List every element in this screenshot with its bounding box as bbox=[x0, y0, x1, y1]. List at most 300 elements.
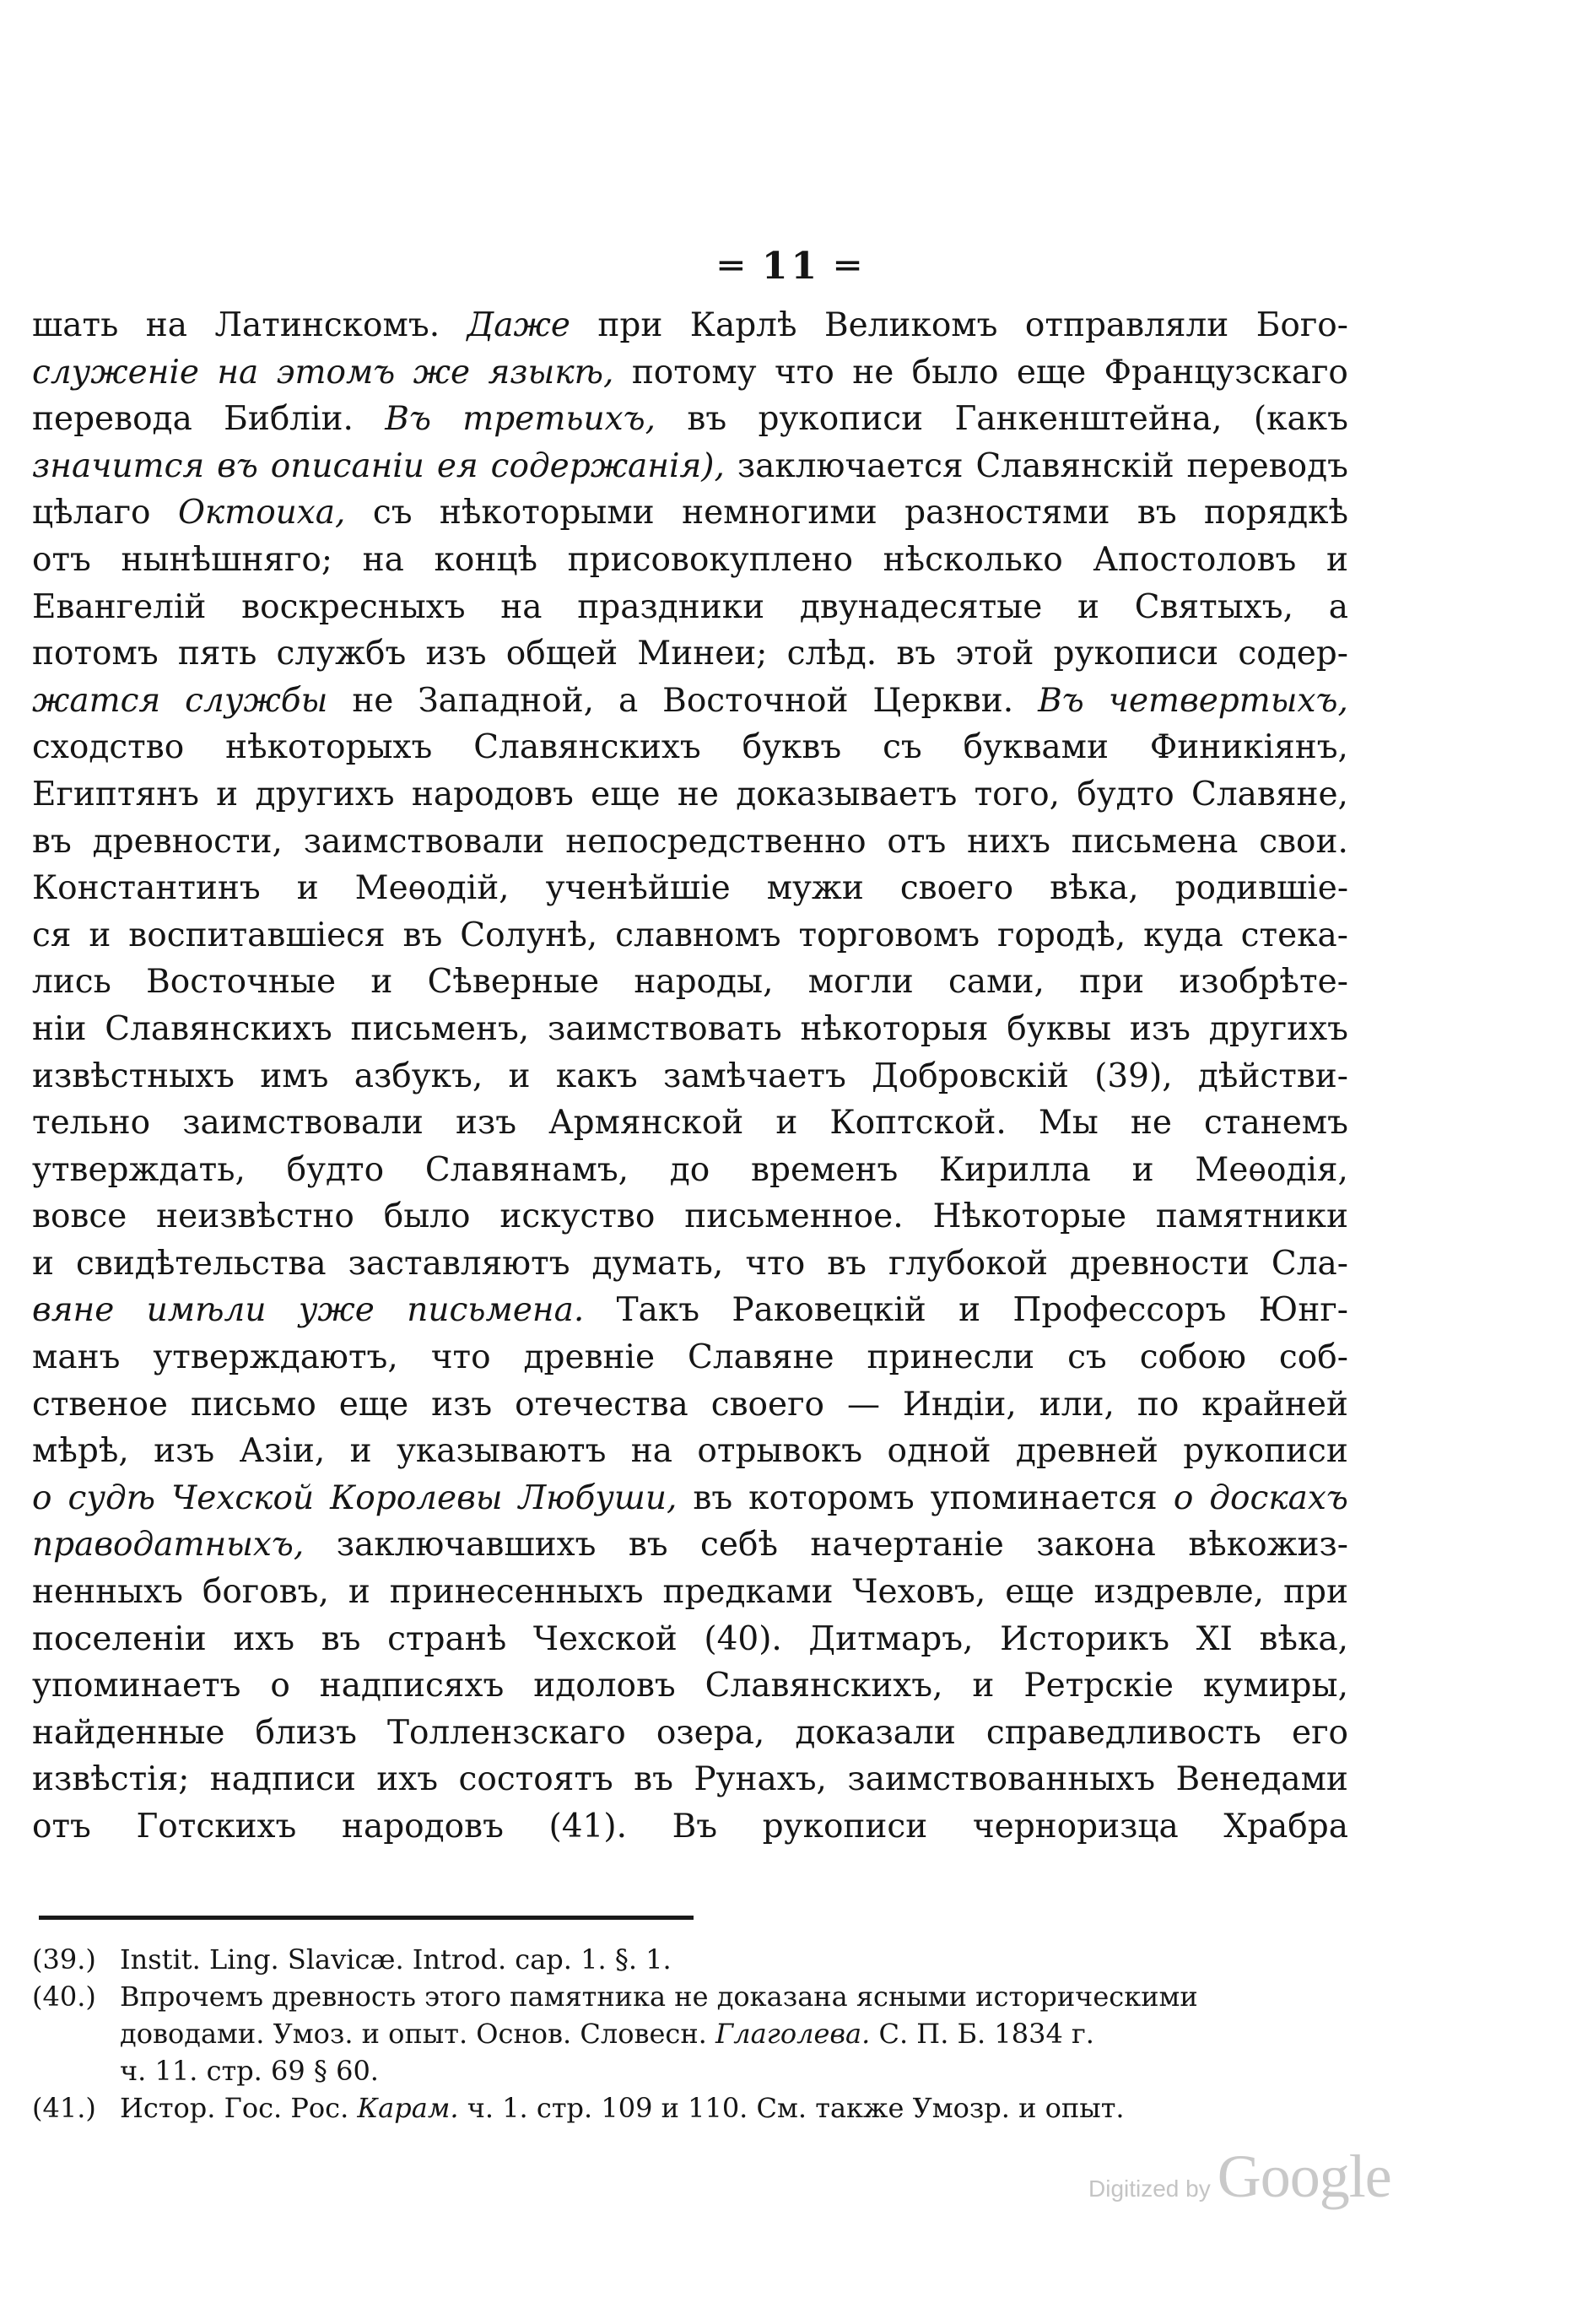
word: слѣд. bbox=[786, 635, 877, 673]
word: и bbox=[216, 775, 239, 813]
word: городѣ, bbox=[996, 916, 1126, 954]
word: или, bbox=[1039, 1385, 1115, 1424]
word: Рунахъ, bbox=[694, 1760, 827, 1799]
word: крайней bbox=[1201, 1385, 1348, 1424]
footnote-divider bbox=[39, 1916, 694, 1920]
footnote-line bbox=[32, 2015, 1365, 2052]
word: вѣка, bbox=[1050, 869, 1139, 908]
word: Такъ bbox=[616, 1291, 700, 1330]
word: Западной, bbox=[418, 681, 595, 720]
word: свидѣтельства bbox=[76, 1244, 327, 1283]
main-text bbox=[32, 302, 1348, 1851]
word: и bbox=[972, 1667, 995, 1705]
word: отъ bbox=[32, 540, 91, 579]
word: потомъ bbox=[32, 635, 159, 673]
word: начертаніе bbox=[810, 1526, 1004, 1565]
word: Латинскомъ. bbox=[214, 306, 440, 344]
word: которомъ bbox=[748, 1478, 915, 1517]
word: что bbox=[430, 1338, 491, 1377]
word: думать, bbox=[591, 1244, 724, 1283]
word: что bbox=[745, 1244, 806, 1283]
word: Раковецкій bbox=[732, 1291, 926, 1330]
word: ихъ bbox=[233, 1619, 295, 1658]
word: заключавшихъ bbox=[336, 1526, 597, 1565]
word: мужи bbox=[766, 869, 864, 908]
word: ненныхъ bbox=[32, 1573, 183, 1612]
text-line bbox=[32, 1475, 1348, 1522]
word: о bbox=[270, 1667, 290, 1705]
word: не bbox=[352, 681, 394, 720]
word: было bbox=[911, 353, 999, 392]
word: себѣ bbox=[700, 1526, 778, 1565]
word: Славяне bbox=[688, 1338, 834, 1377]
word: (39), bbox=[1094, 1057, 1173, 1095]
word: Октоиха, bbox=[177, 494, 346, 532]
word: Карлѣ bbox=[689, 306, 797, 344]
word: неизвѣстно bbox=[156, 1197, 354, 1236]
word: буквы bbox=[1007, 1009, 1112, 1048]
text-line bbox=[32, 302, 1348, 349]
word: отрывокъ bbox=[697, 1432, 863, 1471]
word: Египтянъ bbox=[32, 775, 199, 813]
word: Нѣкоторые bbox=[932, 1197, 1127, 1236]
word: въ bbox=[687, 400, 727, 439]
text-line bbox=[32, 1147, 1348, 1194]
word: Славянскихъ bbox=[473, 728, 701, 767]
footnote-segment: С. П. Б. 1834 г. bbox=[870, 2018, 1094, 2050]
word: при bbox=[1079, 963, 1145, 1002]
word: Въ bbox=[672, 1808, 718, 1846]
word: нѣкоторыхъ bbox=[225, 728, 433, 767]
word: до bbox=[669, 1150, 710, 1189]
word: Восточные bbox=[146, 963, 337, 1002]
word: своего bbox=[899, 869, 1014, 908]
text-line bbox=[32, 1710, 1348, 1757]
text-line bbox=[32, 819, 1348, 866]
word: славномъ bbox=[615, 916, 781, 954]
word: Константинъ bbox=[32, 869, 261, 908]
word: соб- bbox=[1278, 1338, 1348, 1377]
word: принесенныхъ bbox=[389, 1573, 644, 1612]
word: служеніе bbox=[32, 353, 199, 392]
text-line bbox=[32, 959, 1348, 1006]
word: Великомъ bbox=[823, 306, 998, 344]
word: въ bbox=[634, 1760, 673, 1799]
word: и bbox=[32, 1244, 54, 1283]
word: нѣсколько bbox=[883, 540, 1063, 579]
word: еще bbox=[1005, 1573, 1075, 1612]
footnote-segment: ч. 1. стр. 109 и 110. См. также Умозр. и опыт. bbox=[458, 2092, 1125, 2124]
word: Славянамъ, bbox=[424, 1150, 629, 1189]
word: цѣлаго bbox=[32, 494, 151, 532]
word: поселеніи bbox=[32, 1619, 207, 1658]
word: изъ bbox=[154, 1432, 215, 1471]
word: упоминается bbox=[930, 1478, 1158, 1517]
word: при bbox=[597, 306, 663, 344]
word: буквами bbox=[963, 728, 1109, 767]
word: содержанія), bbox=[490, 446, 725, 485]
word: потому bbox=[631, 353, 757, 392]
word: имъ bbox=[260, 1057, 329, 1095]
word: Чехской bbox=[171, 1478, 315, 1517]
word: доказали bbox=[795, 1713, 956, 1752]
text-line bbox=[32, 1006, 1348, 1053]
word: еще bbox=[1016, 353, 1087, 392]
word: нѣкоторыми bbox=[439, 494, 655, 532]
word: Церкви. bbox=[872, 681, 1014, 720]
word: и bbox=[1131, 1150, 1154, 1189]
word: Юнг- bbox=[1258, 1291, 1348, 1330]
word: другихъ bbox=[1208, 1009, 1348, 1048]
word: непосредственно bbox=[565, 822, 867, 861]
word: Меѳодія, bbox=[1195, 1150, 1348, 1189]
word: будто bbox=[1077, 775, 1174, 813]
word: надписи bbox=[209, 1760, 356, 1799]
word: извѣстія; bbox=[32, 1760, 190, 1799]
word: что bbox=[775, 353, 834, 392]
word: мѣрѣ, bbox=[32, 1432, 129, 1471]
word: праздники bbox=[577, 587, 765, 626]
word: заимствованныхъ bbox=[847, 1760, 1156, 1799]
word: четвертыхъ, bbox=[1108, 681, 1348, 720]
word: третьихъ, bbox=[462, 400, 656, 439]
word: нѣкоторыя bbox=[800, 1009, 989, 1048]
text-line bbox=[32, 1803, 1348, 1851]
word: Сѣверные bbox=[427, 963, 600, 1002]
word: и bbox=[958, 1291, 981, 1330]
word: манъ bbox=[32, 1338, 121, 1377]
word: сами, bbox=[948, 963, 1045, 1002]
word: языкѣ, bbox=[488, 353, 614, 392]
word: глубокой bbox=[888, 1244, 1048, 1283]
word: Чеховъ, bbox=[852, 1573, 986, 1612]
footnote-line bbox=[32, 2089, 1365, 2127]
word: письмена bbox=[1071, 822, 1239, 861]
word: сходство bbox=[32, 728, 185, 767]
word: боговъ, bbox=[202, 1573, 329, 1612]
word: Святыхъ, bbox=[1134, 587, 1293, 626]
word: Венедами bbox=[1175, 1760, 1348, 1799]
word: съ bbox=[883, 728, 922, 767]
word: другихъ bbox=[255, 775, 395, 813]
text-line bbox=[32, 771, 1348, 819]
word: о bbox=[1173, 1478, 1194, 1517]
footnote-text bbox=[120, 2089, 1125, 2127]
text-line bbox=[32, 912, 1348, 959]
footnote-segment: доводами. Умоз. и опыт. Основ. Словесн. bbox=[120, 2018, 716, 2050]
word: Французскаго bbox=[1104, 353, 1348, 392]
word: Ганкенштейна, bbox=[954, 400, 1223, 439]
word: родившіе- bbox=[1174, 869, 1348, 908]
word: письменъ, bbox=[350, 1009, 530, 1048]
word: лись bbox=[32, 963, 111, 1002]
word: по bbox=[1137, 1385, 1180, 1424]
word: и bbox=[1326, 540, 1348, 579]
word: Королевы bbox=[330, 1478, 503, 1517]
word: еще bbox=[338, 1385, 409, 1424]
word: вяне bbox=[32, 1291, 115, 1330]
word: будто bbox=[286, 1150, 385, 1189]
word: идоловъ bbox=[533, 1667, 676, 1705]
text-line bbox=[32, 349, 1348, 397]
word: и bbox=[775, 1104, 798, 1143]
word: Минеи; bbox=[637, 635, 768, 673]
word: Славянскій bbox=[975, 446, 1174, 485]
word: Чехской bbox=[532, 1619, 678, 1658]
text-line bbox=[32, 1662, 1348, 1710]
word: странѣ bbox=[387, 1619, 507, 1658]
word: въ bbox=[217, 446, 258, 485]
text-line bbox=[32, 1521, 1348, 1569]
word: на bbox=[500, 587, 543, 626]
word: въ bbox=[827, 1244, 867, 1283]
word: тельно bbox=[32, 1104, 151, 1143]
word: издревле, bbox=[1093, 1573, 1265, 1612]
word: (40). bbox=[704, 1619, 782, 1658]
word: Въ bbox=[1038, 681, 1084, 720]
word: рукописи bbox=[758, 400, 924, 439]
word: а bbox=[1328, 587, 1348, 626]
word: Финикіянъ, bbox=[1149, 728, 1348, 767]
word: нынѣшняго; bbox=[121, 540, 332, 579]
word: близъ bbox=[255, 1713, 357, 1752]
word: древности, bbox=[92, 822, 283, 861]
word: своего bbox=[710, 1385, 825, 1424]
word: и bbox=[508, 1057, 531, 1095]
word: Кирилла bbox=[939, 1150, 1091, 1189]
word: извѣстныхъ bbox=[32, 1057, 235, 1095]
footnote-number: (41.) bbox=[32, 2092, 96, 2124]
text-line bbox=[32, 630, 1348, 678]
word: заимствовали bbox=[303, 822, 545, 861]
word: народовъ bbox=[341, 1808, 504, 1846]
word: въ bbox=[402, 916, 443, 954]
word: отечества bbox=[515, 1385, 688, 1424]
word: Коптской. bbox=[829, 1104, 1007, 1143]
word: изъ bbox=[455, 1104, 517, 1143]
word: народовъ bbox=[411, 775, 574, 813]
word: праводатныхъ, bbox=[32, 1526, 305, 1565]
word: XI bbox=[1196, 1619, 1233, 1658]
word: азбукъ, bbox=[354, 1057, 483, 1095]
word: было bbox=[383, 1197, 471, 1236]
word: Меѳодій, bbox=[354, 869, 510, 908]
word: (41). bbox=[548, 1808, 627, 1846]
word: вѣка, bbox=[1259, 1619, 1348, 1658]
word: куда bbox=[1143, 916, 1223, 954]
word: Библіи. bbox=[224, 400, 354, 439]
word: справедливость bbox=[985, 1713, 1261, 1752]
footnote-text bbox=[120, 1978, 1198, 2015]
word: перевода bbox=[32, 400, 192, 439]
word: двунадесятые bbox=[799, 587, 1043, 626]
word: могли bbox=[807, 963, 914, 1002]
word: ся bbox=[32, 916, 72, 954]
word: рукописи bbox=[762, 1808, 928, 1846]
word: торговомъ bbox=[798, 916, 980, 954]
text-line bbox=[32, 724, 1348, 771]
word: Любуши, bbox=[518, 1478, 678, 1517]
word: службъ bbox=[276, 635, 407, 673]
word: службы bbox=[185, 681, 328, 720]
word: воскресныхъ bbox=[241, 587, 466, 626]
word: отъ bbox=[32, 1808, 91, 1846]
text-line bbox=[32, 865, 1348, 912]
word: разностями bbox=[904, 494, 1110, 532]
word: не bbox=[677, 775, 719, 813]
word: Добровскій bbox=[872, 1057, 1069, 1095]
word: и bbox=[1077, 587, 1100, 626]
text-line bbox=[32, 1053, 1348, 1100]
word: порядкѣ bbox=[1204, 494, 1348, 532]
word: и bbox=[296, 869, 319, 908]
text-line bbox=[32, 678, 1348, 725]
word: и bbox=[89, 916, 111, 954]
word: имѣли bbox=[146, 1291, 267, 1330]
word: доскахъ bbox=[1209, 1478, 1348, 1517]
word: указываютъ bbox=[396, 1432, 607, 1471]
word: дѣйстви- bbox=[1197, 1057, 1348, 1095]
word: о bbox=[32, 1478, 52, 1517]
footnote-text bbox=[120, 2015, 1094, 2052]
word: ніи bbox=[32, 1009, 87, 1048]
footnote-text bbox=[120, 1941, 672, 1978]
text-line bbox=[32, 1240, 1348, 1288]
footnote-line bbox=[32, 1941, 1365, 1978]
word: ственое bbox=[32, 1385, 169, 1424]
word: какъ bbox=[555, 1057, 638, 1095]
footnote-number: (40.) bbox=[32, 1981, 96, 2013]
word: на bbox=[362, 540, 404, 579]
word: Азіи, bbox=[239, 1432, 326, 1471]
word: значится bbox=[32, 446, 205, 485]
text-line bbox=[32, 1334, 1348, 1381]
word: утверждаютъ, bbox=[153, 1338, 398, 1377]
word: заимствовать bbox=[547, 1009, 782, 1048]
word: замѣчаетъ bbox=[662, 1057, 846, 1095]
word: немногими bbox=[682, 494, 877, 532]
word: изобрѣте- bbox=[1179, 963, 1348, 1002]
word: древности bbox=[1069, 1244, 1250, 1283]
word: доказываетъ bbox=[736, 775, 958, 813]
word: Даже bbox=[467, 306, 570, 344]
word: пять bbox=[177, 635, 257, 673]
word: кумиры, bbox=[1202, 1667, 1348, 1705]
word: этой bbox=[955, 635, 1034, 673]
word: концѣ bbox=[434, 540, 537, 579]
word: Апостоловъ bbox=[1093, 540, 1297, 579]
word: при bbox=[1283, 1573, 1348, 1612]
word: не bbox=[1130, 1104, 1172, 1143]
text-line bbox=[32, 1428, 1348, 1475]
text-line bbox=[32, 1381, 1348, 1429]
word: свои. bbox=[1259, 822, 1348, 861]
text-line bbox=[32, 1756, 1348, 1803]
word: собою bbox=[1139, 1338, 1246, 1377]
footnote-segment: ч. 11. стр. 69 § 60. bbox=[120, 2055, 379, 2087]
footnote-segment: Instit. Ling. Slavicæ. Introd. cap. 1. §. 1. bbox=[120, 1943, 672, 1975]
word: черноризца bbox=[972, 1808, 1179, 1846]
google-logo: Google bbox=[1217, 2143, 1391, 2210]
word: на bbox=[217, 353, 259, 392]
word: древней bbox=[1015, 1432, 1158, 1471]
word: надписяхъ bbox=[319, 1667, 505, 1705]
word: уже bbox=[298, 1291, 375, 1330]
word: Славяне, bbox=[1191, 775, 1348, 813]
word: искуство bbox=[499, 1197, 656, 1236]
word: (какъ bbox=[1253, 400, 1348, 439]
word: Индіи, bbox=[902, 1385, 1017, 1424]
word: ея bbox=[436, 446, 478, 485]
word: вѣкожиз- bbox=[1188, 1526, 1348, 1565]
word: жатся bbox=[32, 681, 161, 720]
word: описаніи bbox=[270, 446, 424, 485]
word: присовокуплено bbox=[567, 540, 854, 579]
word: стека- bbox=[1240, 916, 1348, 954]
word: заключается bbox=[737, 446, 964, 485]
word: на bbox=[145, 306, 188, 344]
word: Дитмаръ, bbox=[808, 1619, 974, 1658]
word: Въ bbox=[385, 400, 431, 439]
word: состоятъ bbox=[458, 1760, 613, 1799]
text-line bbox=[32, 1616, 1348, 1663]
word: Бого- bbox=[1255, 306, 1348, 344]
word: Солунѣ, bbox=[460, 916, 598, 954]
word: озера, bbox=[656, 1713, 765, 1752]
word: памятники bbox=[1155, 1197, 1348, 1236]
word: ученѣйшіе bbox=[545, 869, 731, 908]
word: временъ bbox=[751, 1150, 899, 1189]
footnote-number: (39.) bbox=[32, 1943, 96, 1975]
word: буквъ bbox=[742, 728, 842, 767]
footnote-line bbox=[32, 1978, 1365, 2015]
footnotes bbox=[32, 1941, 1365, 2127]
word: Ретрскіе bbox=[1023, 1667, 1174, 1705]
footnote-segment: Истор. Гос. Рос. bbox=[120, 2092, 358, 2124]
word: рукописи bbox=[1053, 635, 1219, 673]
word: найденные bbox=[32, 1713, 225, 1752]
text-line bbox=[32, 443, 1348, 490]
word: еще bbox=[591, 775, 661, 813]
text-line bbox=[32, 1193, 1348, 1240]
word: этомъ bbox=[276, 353, 396, 392]
text-line bbox=[32, 396, 1348, 443]
word: вовсе bbox=[32, 1197, 127, 1236]
word: заставляютъ bbox=[348, 1244, 570, 1283]
word: въ bbox=[896, 635, 937, 673]
word: въ bbox=[1137, 494, 1177, 532]
word: съ bbox=[372, 494, 413, 532]
word: въ bbox=[628, 1526, 668, 1565]
word: а bbox=[618, 681, 639, 720]
word: Готскихъ bbox=[136, 1808, 297, 1846]
word: Сла- bbox=[1271, 1244, 1348, 1283]
word: содер- bbox=[1238, 635, 1348, 673]
word: въ bbox=[321, 1619, 361, 1658]
word: Восточной bbox=[662, 681, 849, 720]
word: утверждать, bbox=[32, 1150, 246, 1189]
word: общей bbox=[505, 635, 618, 673]
word: древніе bbox=[523, 1338, 656, 1377]
footnote-segment: Глаголева. bbox=[715, 2018, 871, 2050]
word: станемъ bbox=[1204, 1104, 1348, 1143]
word: изъ bbox=[425, 635, 487, 673]
word: народы, bbox=[634, 963, 774, 1002]
word: изъ bbox=[1129, 1009, 1191, 1048]
footnote-segment: Впрочемъ древность этого памятника не доказана ясными историческими bbox=[120, 1981, 1198, 2013]
page-number: ═ 11 ═ bbox=[720, 245, 862, 288]
footnote-text bbox=[120, 2052, 379, 2089]
